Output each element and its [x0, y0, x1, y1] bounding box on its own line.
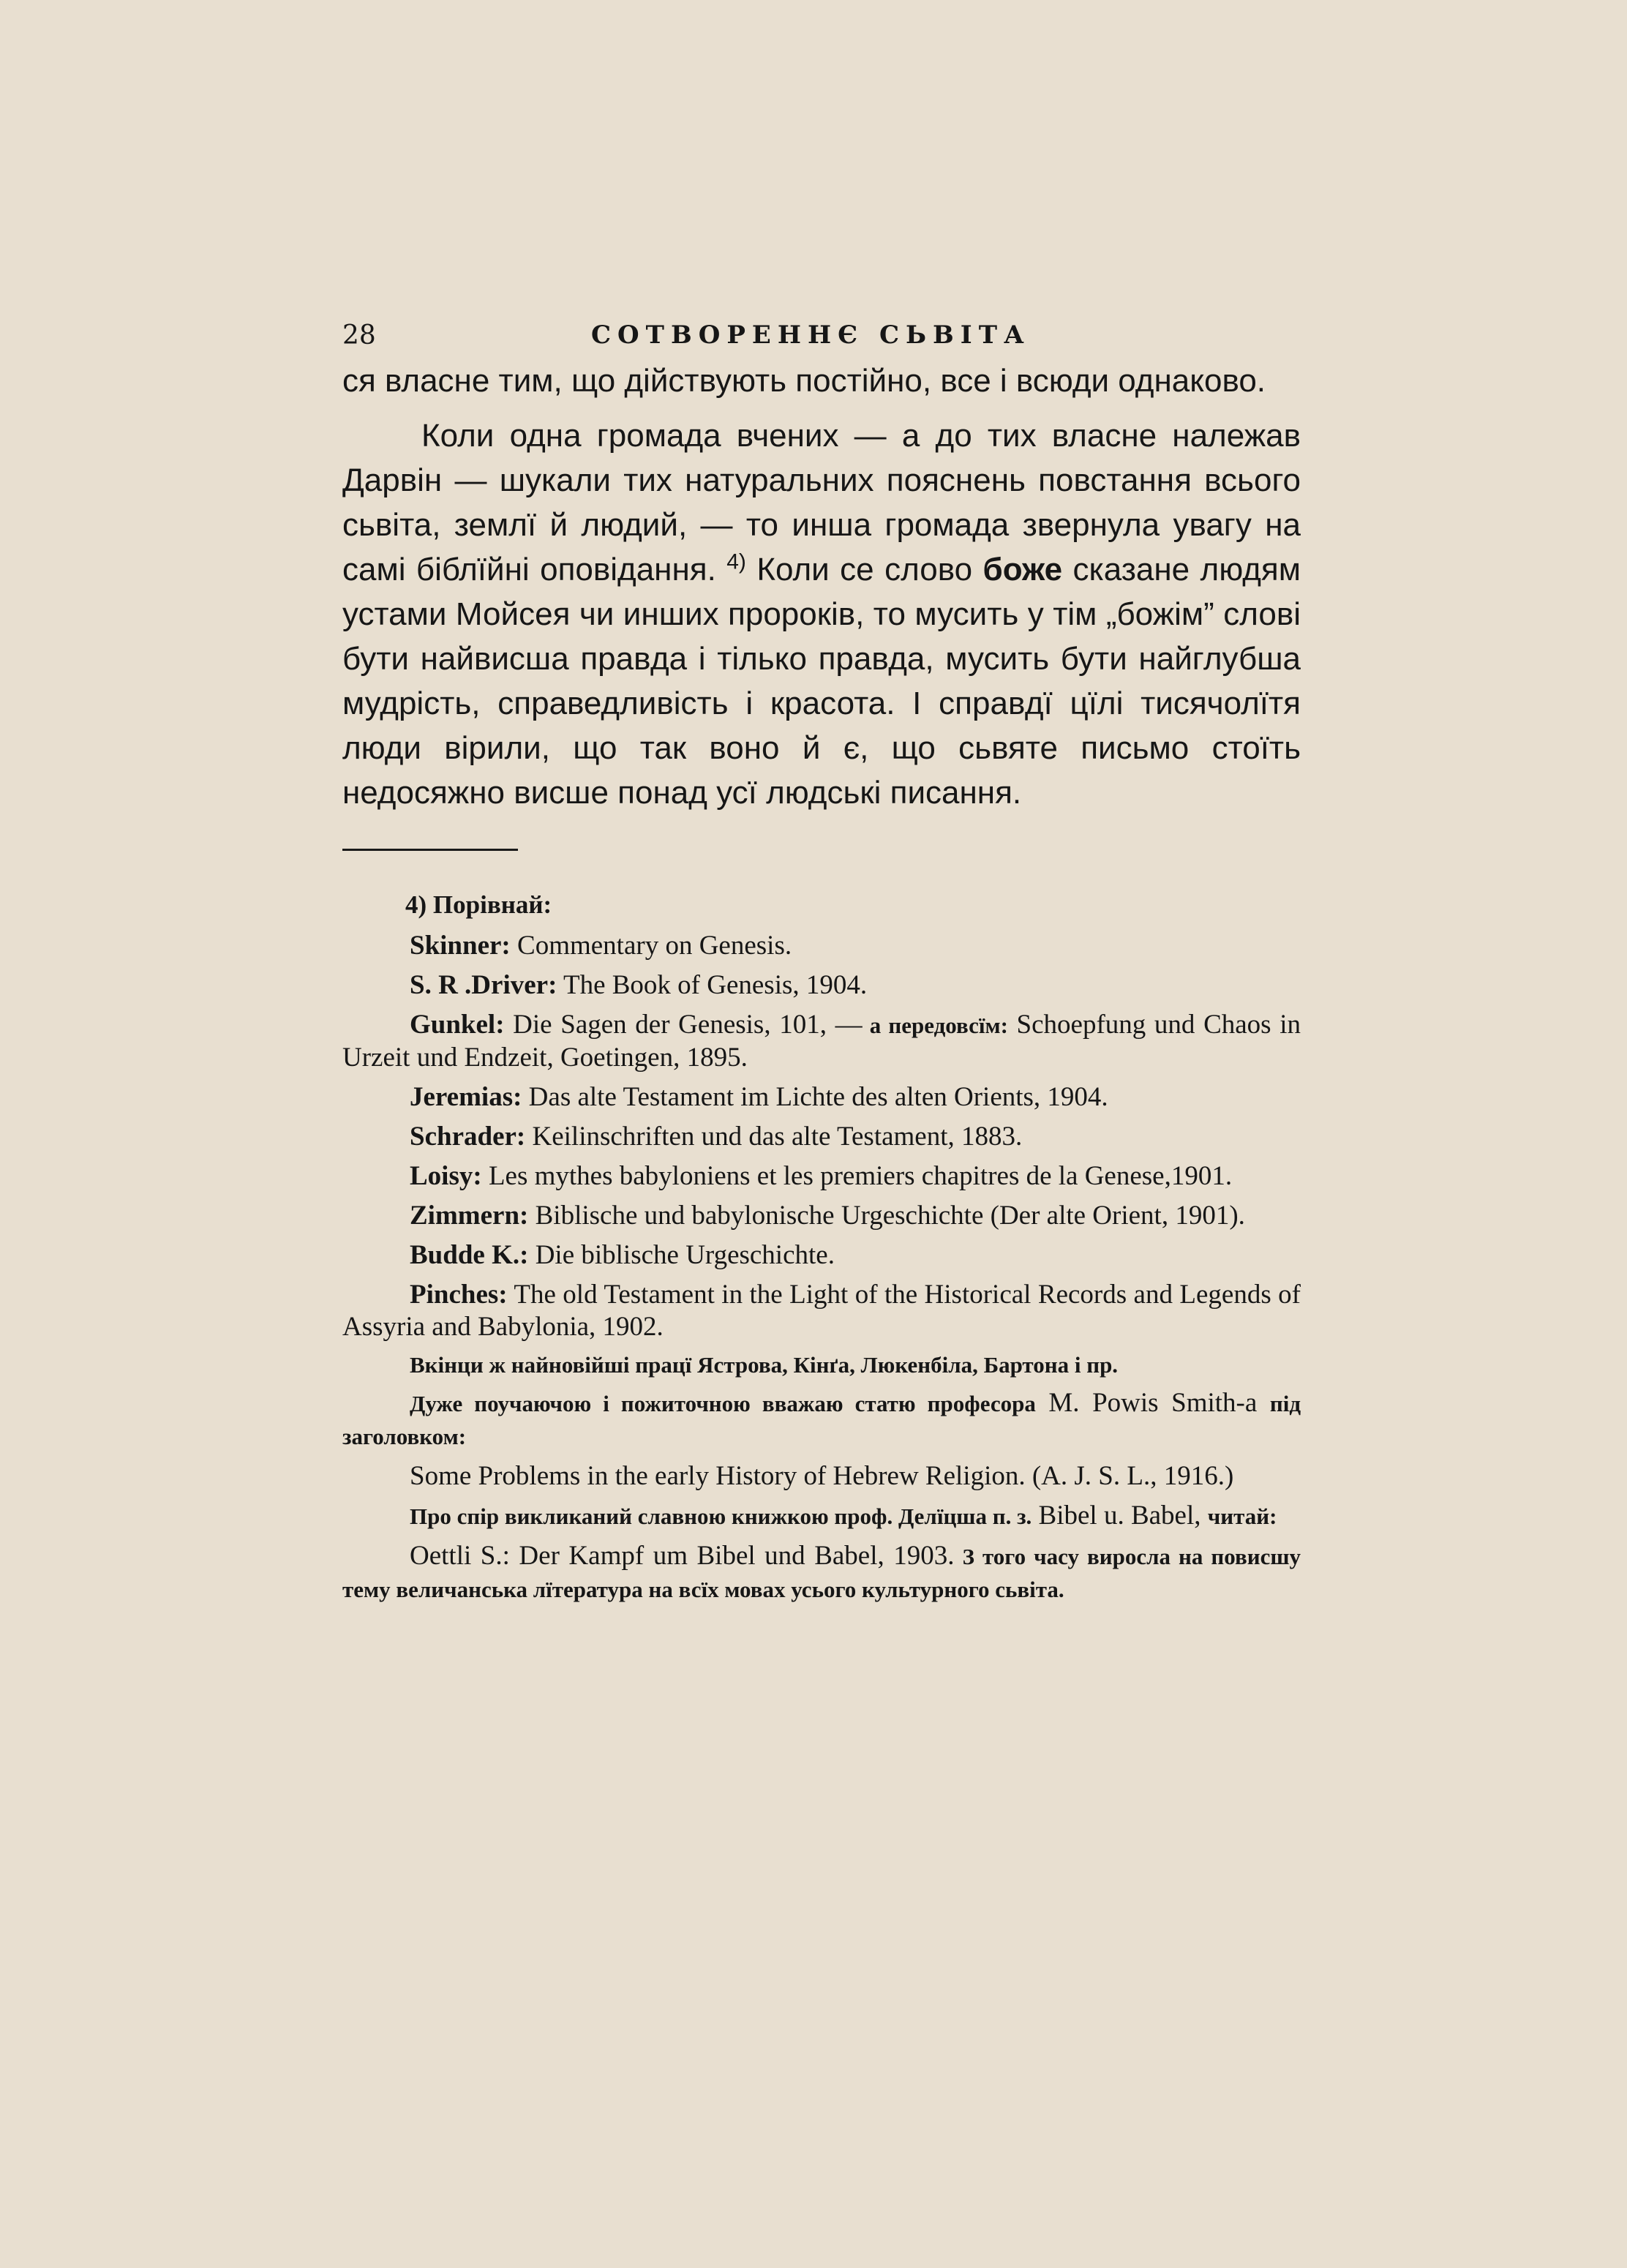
footnote-entry: Gunkel: Die Sagen der Genesis, 101, — а передовсїм: Schoepfung und Chaos in Urzeit und Endzeit, Goetingen, 1895.	[342, 1010, 1301, 1073]
bold-word: боже	[982, 552, 1063, 587]
footnote-entry: Zimmern: Biblische und babylonische Urgeschichte (Der alte Orient, 1901).	[410, 1201, 1245, 1231]
footnote-label: 4) Порівнай:	[405, 890, 552, 919]
footnote-divider	[342, 849, 518, 851]
footnote-recent-works: Вкінци ж найновійші працї Ястрова, Кінґа, Люкенбіла, Бартона і пр.	[410, 1352, 1119, 1378]
book-page	[342, 315, 1301, 1613]
footnote-oettli: Oettli S.: Der Kampf um Bibel und Babel, 1903. З того часу виросла на повисшу тему величанська лїтература на всїх мовах усього культурного сьвіта.	[342, 1541, 1301, 1602]
footnote-entry: Pinches: The old Testament in the Light of the Historical Records and Legends of Assyria and Babylonia, 1902.	[342, 1280, 1301, 1342]
footnote-entry: Budde K.: Die biblische Urgeschichte.	[410, 1240, 835, 1270]
paragraph-2-part-1: Коли одна громада вчених — а до тих власне належав Дарвін — шукали тих натуральних пояснень повстання всього сьвіта, землї й людий, — то инша громада звернула увагу на самі біблїйні оповідання.	[342, 418, 1301, 587]
footnote-entry: S. R .Driver: The Book of Genesis, 1904.	[410, 970, 868, 1000]
paragraph-2-part-2: Коли се слово	[745, 552, 983, 587]
footnote-entry: Loisy: Les mythes babyloniens et les premiers chapitres de la Genese,1901.	[410, 1161, 1233, 1191]
footnote-reference: 4)	[726, 549, 746, 574]
footnote-entry: Skinner: Commentary on Genesis.	[410, 931, 792, 961]
page-header	[342, 315, 1301, 358]
footnote-entry: Schrader: Keilinschriften und das alte Testament, 1883.	[410, 1122, 1023, 1152]
footnote-entry: Jeremias: Das alte Testament im Lichte des alten Orients, 1904.	[410, 1082, 1108, 1112]
footnotes	[342, 889, 1301, 1613]
body-paragraph-2	[342, 413, 1301, 815]
page-number: 28	[342, 320, 376, 350]
footnote-smith: Дуже поучаючою і пожиточною вважаю статю професора M. Powis Smith-a під заголовком:	[342, 1388, 1301, 1449]
body-paragraph-1: ся власне тим, що дійствують постійно, все і всюди однаково.	[342, 363, 1266, 399]
paragraph-2-part-3: сказане людям устами Мойсея чи инших пророків, то мусить у тім „божім” слові бути найвисша правда і тілько правда, мусить бути найглубша мудрість, справедливість і красота. І справдї цїлі тисячолїтя люди вірили, що так воно й є, що сьвяте письмо стоїть недосяжно висше понад усї людські писання.	[342, 552, 1301, 811]
running-title: СОТВОРЕННЄ СЬВІТА	[591, 320, 1031, 350]
footnote-delitzsch: Про спір викликаний славною книжкою проф. Делїцша п. з. Bibel u. Babel, читай:	[410, 1501, 1277, 1531]
footnote-problems: Some Problems in the early History of Hebrew Religion. (A. J. S. L., 1916.)	[410, 1461, 1234, 1491]
